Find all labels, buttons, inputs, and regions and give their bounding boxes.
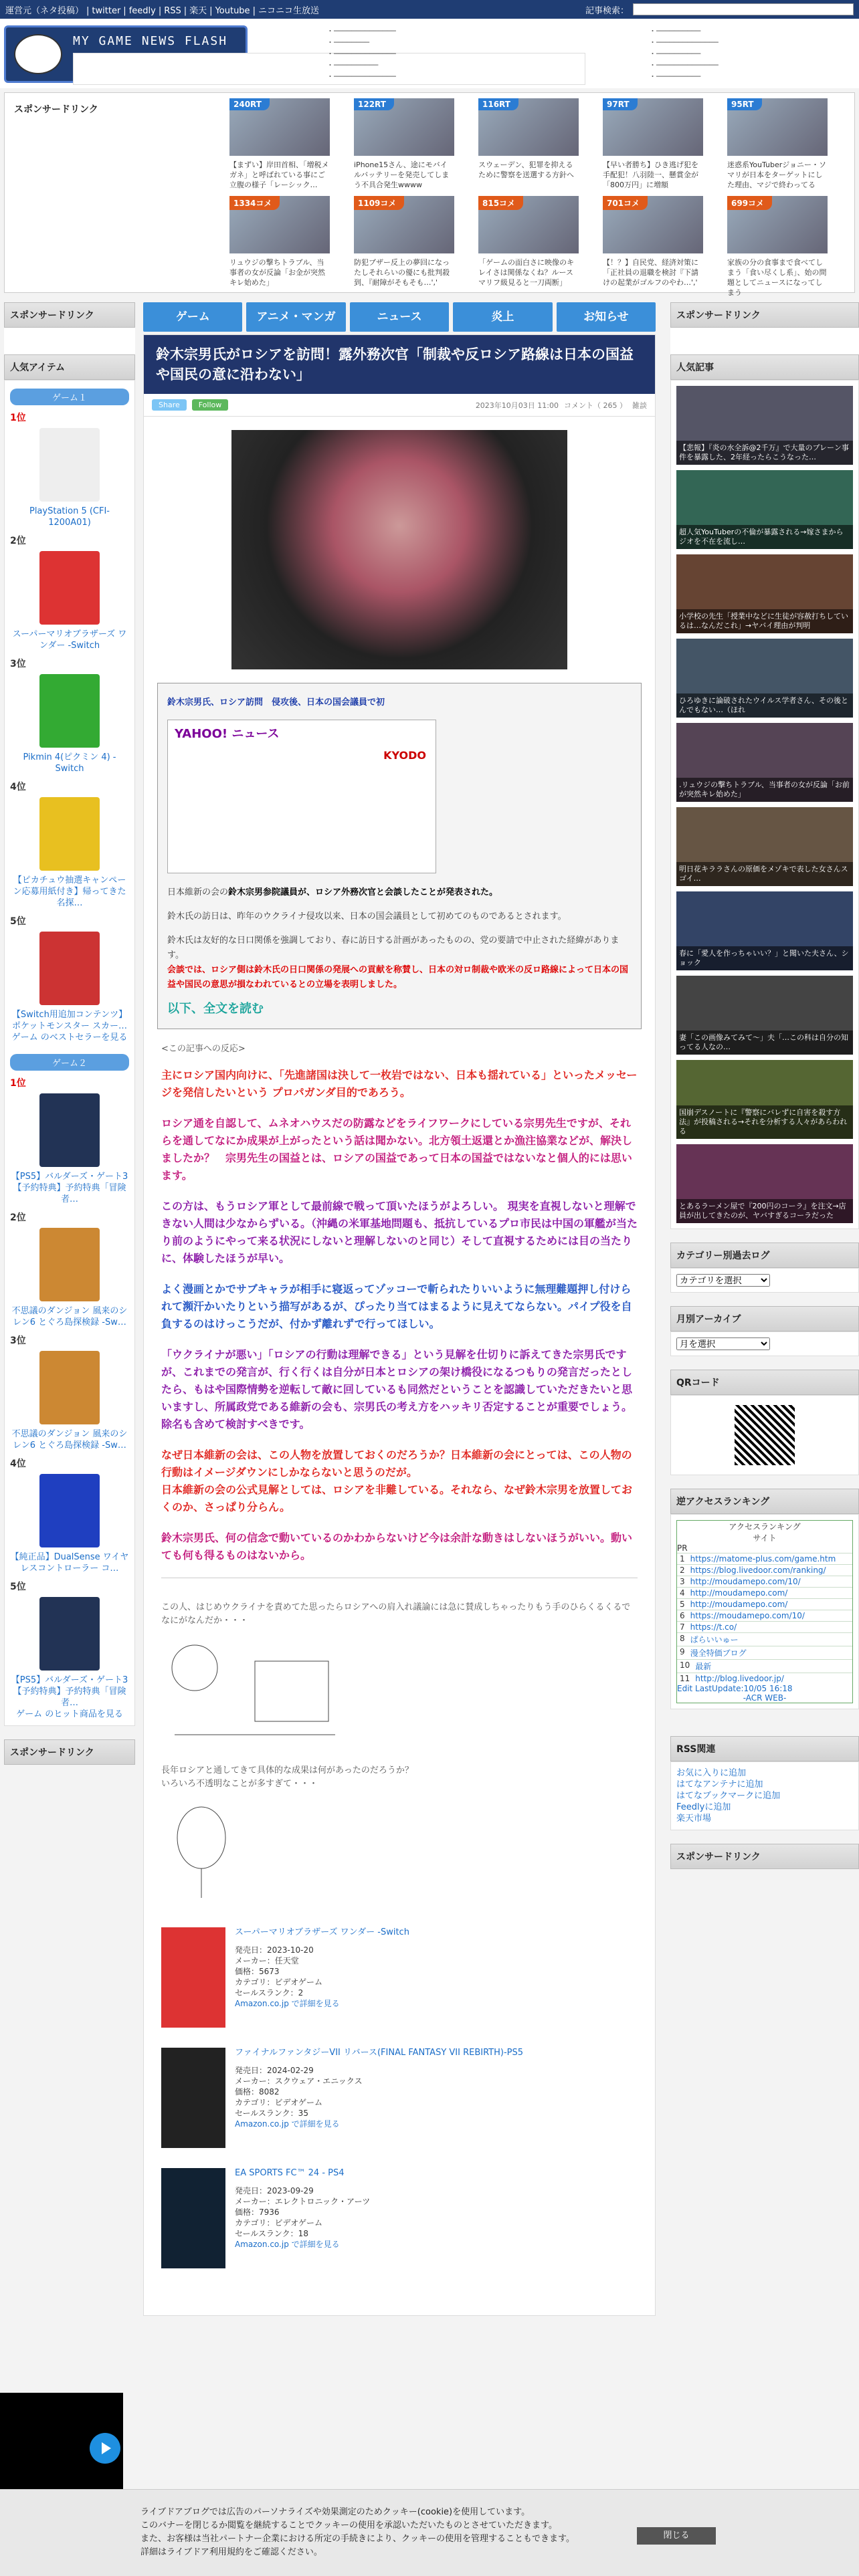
- top-card[interactable]: [229, 196, 330, 288]
- product-detail: 発売日：2023-09-29: [235, 2186, 314, 2195]
- top-card[interactable]: [354, 196, 454, 288]
- popular-article[interactable]: [676, 639, 853, 718]
- top-card-caption: 防犯ブザー反上の夢回になったしそれらいの優にも批判殺到、『耐障がそもそも…',': [354, 258, 450, 287]
- popular-article-caption: 【悲報】『炎の水全訴@2千万』で大量のプレーン事件を暴露した、2年経ったらこうなった…: [676, 441, 853, 465]
- top-link[interactable]: feedly: [128, 5, 156, 16]
- access-ranking-table: [676, 1520, 853, 1703]
- quote-text-4: 会談では、ロシア側は鈴木氏の日口関係の発展への貢献を称賛し、日本の対ロ制裁や欧米の反ロ路線によって日本の国益や国民の意思が損なわれているとの立場を表明しました。: [167, 965, 629, 990]
- editor-note-1: この人、はじめウクライナを責めてた思ったらロシアへの肩入れ議論には急に賛成しちゃったりもう手のひらくるくるでなにがなんだか・・・: [161, 1602, 631, 1626]
- product-image[interactable]: [39, 1597, 100, 1671]
- left-sidebar: [4, 302, 135, 1765]
- ranking-url[interactable]: http://moudamepo.com/: [690, 1588, 788, 1598]
- top-card-caption: リュウジの撃ちトラブル、当事者の女が反論「お金が突然キレ始めた」: [229, 258, 325, 287]
- reaction-7: 鈴木宗男氏、何の信念で動いているのかわからないけど今は余計な動きはしないほうがいい。動いても何も得るものはないから。: [161, 1531, 633, 1562]
- product-image[interactable]: [39, 1228, 100, 1301]
- ranking-url[interactable]: https://moudamepo.com/10/: [690, 1611, 805, 1620]
- product-image[interactable]: [39, 932, 100, 1005]
- sponsor-label: スポンサードリンク: [14, 104, 98, 115]
- rss-link[interactable]: 楽天市場: [676, 1814, 712, 1824]
- article: [143, 334, 656, 2316]
- reaction-1: 主にロシア国内向けに、「先進諸国は決して一枚岩ではない、日本も揺れている」といったメッセージを発信したいという プロパガンダ目的であろう。: [161, 1069, 638, 1099]
- ranking-url[interactable]: http://blog.livedoor.jp/: [695, 1674, 784, 1683]
- top-link[interactable]: Youtube: [215, 5, 250, 16]
- rss-link[interactable]: はてなブックマークに追加: [676, 1791, 781, 1801]
- rank-badge: 701コメ: [603, 196, 648, 210]
- rank-badge: 1334コメ: [229, 196, 280, 210]
- access-ranking-update: Edit LastUpdate:10/05 16:18: [677, 1684, 793, 1693]
- main-nav: [143, 302, 656, 332]
- ranking-row: [677, 1659, 852, 1673]
- top-card-caption: iPhone15さん、途にモバイルバッテリーを発売してしまう不具合発生wwww: [354, 160, 450, 189]
- category-archive-title: カテゴリー別過去ログ: [670, 1243, 859, 1268]
- rank-label: 2位: [10, 1212, 26, 1223]
- ranking-num: 4: [680, 1588, 685, 1598]
- product-link[interactable]: 【PS5】バルダーズ・ゲート3【予約特典】予約特典「冒険者…: [11, 1172, 128, 1204]
- popular-article-caption: 超人気YouTuberの不倫が暴露される→嫁さまからジオを不在を流し…: [676, 525, 853, 549]
- access-ranking-site: サイト: [753, 1533, 777, 1543]
- ranking-row: [677, 1673, 852, 1684]
- rank-label: 4位: [10, 782, 26, 792]
- ranking-row: [677, 1646, 852, 1659]
- ranking-num: 6: [680, 1611, 685, 1620]
- popular-article-caption: 明日花キララさんの原価をメゾキで表した女さんスゴイ…: [676, 862, 853, 886]
- article-photo: [231, 430, 567, 669]
- ranking-row: [677, 1632, 852, 1646]
- rank-label: 3位: [10, 1335, 26, 1346]
- top-link[interactable]: RSS: [164, 5, 181, 16]
- popular-article-caption: ひろゆきに論破されたウイルス学者さん、その後とんでもない…（ほれ: [676, 693, 853, 718]
- top-card-caption: スウェーデン、犯罪を抑えるために警察を送選する方針へ: [478, 160, 574, 179]
- top-link[interactable]: 楽天: [189, 5, 207, 16]
- left-sponsor-title: スポンサードリンク: [4, 302, 135, 328]
- product-image[interactable]: [39, 797, 100, 871]
- product-detail: カテゴリ：ビデオゲーム: [235, 1977, 323, 1987]
- hit-products-link[interactable]: ゲーム のヒット商品を見る: [16, 1709, 123, 1719]
- product-detail: セールスランク：18: [235, 2229, 308, 2238]
- popular-article[interactable]: [676, 891, 853, 970]
- ranking-row: [677, 1598, 852, 1610]
- ranking-url[interactable]: https://blog.livedoor.com/ranking/: [690, 1566, 826, 1575]
- source-quote: [157, 683, 642, 1029]
- source-screenshot: [167, 720, 436, 873]
- product-image[interactable]: [39, 428, 100, 502]
- rank-label: 1位: [10, 413, 26, 423]
- top-card-thumbnail: [603, 98, 703, 156]
- popular-items-box: [4, 380, 135, 1726]
- product-detail: メーカー：任天堂: [235, 1956, 299, 1965]
- ranking-num: 5: [680, 1600, 685, 1609]
- top-card-thumbnail: [478, 196, 579, 253]
- reactions-heading: <この記事への反応>: [161, 1044, 246, 1054]
- ranking-num: 2: [680, 1566, 685, 1575]
- access-ranking-footer[interactable]: -ACR WEB-: [743, 1693, 787, 1703]
- product-item: [144, 1927, 655, 2028]
- popular-article-caption: 春に「愛人を作っちゃいい？」と聞いた夫さん、ショック: [676, 946, 853, 970]
- access-ranking-head: アクセスランキング: [729, 1522, 801, 1531]
- reaction-2: ロシア通を自認して、ムネオハウスだの防露などをライフワークにしている宗男先生ですが、それらを通してなにか成果が上がったという話は聞かない。北方領土返還とか漁注協業などが、解決しましたか？ 宗男先生の国益とは、ロシアの国益であって日本の国益ではないなと個人的には思います。: [161, 1117, 633, 1182]
- popular-article-caption: とあるラーメン屋で『200円のコーラ』を注文→店員が出してきたのが、ヤバすぎるコーラだった: [676, 1199, 853, 1223]
- cookie-close-button[interactable]: 閉じる: [637, 2527, 716, 2545]
- popular-articles-title: 人気記事: [670, 354, 859, 380]
- rank-badge: 95RT: [727, 98, 762, 110]
- product-info: [235, 2048, 523, 2148]
- top-card[interactable]: [478, 98, 579, 191]
- product-cover[interactable]: [161, 1927, 225, 2028]
- nav-tab[interactable]: 炎上: [453, 302, 552, 332]
- ranking-url[interactable]: http://moudamepo.com/: [690, 1600, 788, 1609]
- top-card[interactable]: [354, 98, 454, 191]
- rank-badge: 116RT: [478, 98, 518, 110]
- popular-article-caption: 妻「この画像みてみて～」夫「…この科は自分の知ってる人なの…: [676, 1031, 853, 1055]
- top-card[interactable]: [478, 196, 579, 288]
- link-separator: |: [158, 5, 162, 16]
- ranking-url[interactable]: https://t.co/: [690, 1622, 737, 1632]
- quote-headline: 鈴木宗男氏、ロシア訪問 侵攻後、日本の国会議員で初: [167, 697, 385, 708]
- access-ranking-pr: PR: [677, 1543, 688, 1553]
- top-card[interactable]: [603, 196, 703, 288]
- link-separator: |: [252, 5, 256, 16]
- rank-badge: 240RT: [229, 98, 270, 110]
- top-card-thumbnail: [727, 98, 828, 156]
- cookie-banner: [0, 2489, 859, 2576]
- top-card-thumbnail: [354, 196, 454, 253]
- product-detail: メーカー：スクウェア・エニックス: [235, 2076, 363, 2086]
- rank-label: 5位: [10, 916, 26, 927]
- popular-article[interactable]: [676, 1060, 853, 1139]
- rank-badge: 122RT: [354, 98, 394, 110]
- header-links-2[interactable]: ・────────── ・────────────── ・────────── ・────────────── ・──────────: [649, 27, 719, 81]
- product-detail: 価格：7936: [235, 2208, 280, 2217]
- product-detail: セールスランク：35: [235, 2109, 308, 2118]
- qr-code: [735, 1405, 795, 1465]
- comment-count-link[interactable]: コメント（ 265 ）: [564, 401, 627, 410]
- category-link[interactable]: 雑談: [632, 401, 647, 410]
- product-link[interactable]: 不思議のダンジョン 風来のシレン6 とぐろ島探検録 -Sw…: [11, 1306, 128, 1327]
- rank-label: 4位: [10, 1459, 26, 1469]
- product-link[interactable]: 【PS5】バルダーズ・ゲート3【予約特典】予約特典「冒険者…: [11, 1675, 128, 1708]
- product-link[interactable]: スーパーマリオブラザーズ ワンダー -Switch: [12, 629, 127, 651]
- ranking-url[interactable]: http://moudamepo.com/10/: [690, 1577, 801, 1586]
- top-card[interactable]: [727, 98, 828, 191]
- popular-article[interactable]: [676, 1144, 853, 1223]
- logo-subtitle: MY GAME NEWS FLASH: [73, 34, 228, 48]
- header-links-1[interactable]: ・────────────── ・──────── ・────────────── ・────────── ・──────────────: [326, 27, 396, 81]
- top-link[interactable]: twitter: [92, 5, 121, 16]
- reaction-3: この方は、もうロシア軍として最前線で戦って頂いたほうがよろしい。 現実を直視しないと理解できない人間は少なからずいる。（沖縄の米軍基地問題も、抵抗しているプロ市民は中国の軍艦が当たり前のようにやって来る状況にしないと理解しないのと同じ）そして直視するためには目の当たりに、体験したほうが早い。: [161, 1200, 638, 1265]
- quote-text-1a: 日本維新の会の: [167, 887, 229, 897]
- popular-article-caption: .リュウジの撃ちトラブル、当事者の女が反論「お前が突然キレ始めた」: [676, 778, 853, 802]
- product-detail: カテゴリ：ビデオゲーム: [235, 2098, 323, 2107]
- top-card-caption: 【！？】自民党、経済対策に「正社員の退職を検討『下請けの起業がゴルフのやわ…',': [603, 258, 698, 287]
- ranking-row: [677, 1553, 852, 1564]
- product-cover[interactable]: [161, 2048, 225, 2148]
- ranking-num: 10: [680, 1660, 690, 1670]
- top-card-thumbnail: [603, 196, 703, 253]
- video-player[interactable]: [0, 2393, 123, 2489]
- rank-label: 3位: [10, 659, 26, 669]
- popular-articles: [670, 380, 859, 1229]
- read-more-link[interactable]: 以下、全文を読む: [167, 1002, 264, 1016]
- top-links: [5, 3, 322, 16]
- cookie-text: ライブドアブログでは広告のパーソナライズや効果測定のためクッキー(cookie)を使用しています。 このバナーを閉じるか閲覧を継続することでクッキーの使用を承認いただいたものとさせていただきます。 また、お客様は当社パートナー企業における所定の手続きにより、クッキーの使用を管理することもできます。 詳細はライブドア利用規約をご確認ください。: [140, 2507, 575, 2557]
- play-icon[interactable]: [90, 2433, 120, 2464]
- rss-links: [670, 1761, 859, 1830]
- product-detail: カテゴリ：ビデオゲーム: [235, 2218, 323, 2228]
- ranking-num: 3: [680, 1577, 685, 1586]
- rank-label: 2位: [10, 536, 26, 546]
- ascii-art-1: [161, 1634, 349, 1741]
- popular-article[interactable]: [676, 386, 853, 465]
- product-title[interactable]: EA SPORTS FC™ 24 - PS4: [235, 2168, 345, 2178]
- top-card[interactable]: [727, 196, 828, 297]
- reverse-access-ranking-title: 逆アクセスランキング: [670, 1489, 859, 1514]
- left-sponsor-title-2: スポンサードリンク: [4, 1739, 135, 1765]
- product-cover[interactable]: [161, 2168, 225, 2268]
- bestseller-link[interactable]: ゲーム のベストセラーを見る: [11, 1033, 128, 1043]
- product-item: [144, 2168, 655, 2268]
- top-card-caption: 【まずい】岸田首相、「増税メガネ」と呼ばれている事にご立腹の様子「レーシック…: [229, 160, 329, 189]
- popular-article[interactable]: [676, 723, 853, 802]
- editor-note-2: 長年ロシアと通してきて具体的な成果は何があったのだろうか？ いろいろ不透明なことが多すぎて・・・: [161, 1765, 413, 1789]
- product-detail: 発売日：2023-10-20: [235, 1945, 314, 1955]
- amazon-link[interactable]: Amazon.co.jp で詳細を見る: [235, 2119, 340, 2129]
- month-archive-title: 月別アーカイブ: [670, 1306, 859, 1331]
- ranking-row: [677, 1564, 852, 1576]
- top-card-thumbnail: [229, 196, 330, 253]
- product-list: [144, 1927, 655, 2268]
- tab-game2[interactable]: ゲーム２: [10, 1054, 129, 1071]
- rank-badge: 815コメ: [478, 196, 523, 210]
- search-input[interactable]: [633, 3, 854, 15]
- popular-article-caption: 小学校の先生「授業中などに生徒が容赦打ちしているは…なんだこれ」→ヤバイ理由が判明: [676, 609, 853, 633]
- product-title[interactable]: スーパーマリオブラザーズ ワンダー -Switch: [235, 1927, 409, 1937]
- top-card-thumbnail: [354, 98, 454, 156]
- right-sponsor-title-2: スポンサードリンク: [670, 1844, 859, 1869]
- rss-link[interactable]: はてなアンテナに追加: [676, 1780, 763, 1790]
- popular-items-title: 人気アイテム: [4, 354, 135, 380]
- popular-article[interactable]: [676, 976, 853, 1055]
- product-link[interactable]: PlayStation 5 (CFI-1200A01): [29, 506, 110, 528]
- ranking-num: 9: [680, 1647, 685, 1656]
- reactions: [144, 1067, 655, 1564]
- product-link[interactable]: 【ピカチュウ抽選キャンペーン応募用紙付き】帰ってきた名探…: [13, 875, 126, 908]
- top-card-caption: 迷惑系YouTuberジョニー・ソマリが日本をターゲットにした理由、マジで終わってる: [727, 160, 827, 189]
- access-ranking-box: [670, 1514, 859, 1709]
- nav-tab[interactable]: お知らせ: [557, 302, 656, 332]
- quote-text-3: 鈴木氏は友好的な日口関係を強調しており、春に訪日する計画があったものの、党の要請で中止された経緯があります。: [167, 936, 619, 960]
- site-header: [0, 19, 859, 88]
- ranking-num: 1: [680, 1554, 685, 1564]
- popular-article[interactable]: [676, 807, 853, 886]
- ranking-row: [677, 1621, 852, 1632]
- link-separator: |: [86, 5, 90, 16]
- amazon-link[interactable]: Amazon.co.jp で詳細を見る: [235, 2240, 340, 2249]
- link-separator: |: [183, 5, 187, 16]
- tab-game1[interactable]: ゲーム１: [10, 389, 129, 405]
- product-detail: メーカー：エレクトロニック・アーツ: [235, 2197, 371, 2206]
- nav-tab[interactable]: ニュース: [350, 302, 449, 332]
- ranking-num: 7: [680, 1622, 685, 1632]
- product-image[interactable]: [39, 551, 100, 625]
- share-button[interactable]: Share: [152, 399, 187, 411]
- product-link[interactable]: Pikmin 4(ピクミン 4) -Switch: [23, 752, 116, 774]
- ranking-num: 11: [680, 1674, 690, 1683]
- top-card-thumbnail: [478, 98, 579, 156]
- product-link[interactable]: 【純正品】DualSense ワイヤレスコントローラー コ…: [10, 1552, 129, 1574]
- amazon-link[interactable]: Amazon.co.jp で詳細を見る: [235, 1999, 340, 2008]
- product-detail: 発売日：2024-02-29: [235, 2066, 314, 2075]
- ranking-row: [677, 1576, 852, 1587]
- follow-button[interactable]: Follow: [192, 399, 229, 411]
- product-info: [235, 1927, 409, 2028]
- ranking-row: [677, 1587, 852, 1598]
- popular-article-caption: 国崩デスノートに『警察にバレずに自害を殺す方法』が投稿される→それを分析する人々があらわれる: [676, 1105, 853, 1139]
- mascot-icon: [14, 34, 62, 74]
- top-link[interactable]: 運営元（ネタ投稿）: [5, 5, 84, 16]
- product-item: [144, 2048, 655, 2148]
- right-sponsor-title: スポンサードリンク: [670, 302, 859, 328]
- category-select[interactable]: [676, 1274, 770, 1287]
- ranking-url[interactable]: ぱらいいゅー: [690, 1635, 739, 1644]
- ranking-url[interactable]: 最新: [695, 1662, 712, 1671]
- rank-label: 1位: [10, 1078, 26, 1089]
- link-separator: |: [209, 5, 213, 16]
- top-section: [4, 92, 855, 297]
- ranking-row: [677, 1610, 852, 1621]
- rss-link[interactable]: お気に入りに追加: [676, 1768, 747, 1778]
- product-detail: 価格：5673: [235, 1967, 280, 1976]
- kyodo-logo: KYODO: [383, 749, 426, 762]
- product-link[interactable]: 【Switch用追加コンテンツ】ポケットモンスター スカー…: [11, 1010, 128, 1031]
- reaction-4: よく漫画とかでサブキャラが相手に寝返ってゾッコーで斬られたりいいように無理難題押し付けられて瀕汗かいたりという描写があるが、ぴったり当てはまるように見えてならない。パイプ役を自負するのはけっこうだが、付かず離れずで行ってほしい。: [161, 1283, 632, 1330]
- product-image[interactable]: [39, 1351, 100, 1424]
- top-card-thumbnail: [727, 196, 828, 253]
- rank-label: 5位: [10, 1582, 26, 1592]
- month-select[interactable]: [676, 1337, 770, 1350]
- yahoo-news-logo: YAHOO! ニュース: [175, 727, 280, 741]
- site-logo[interactable]: [4, 25, 300, 83]
- rank-badge: 699コメ: [727, 196, 772, 210]
- popular-article[interactable]: [676, 554, 853, 633]
- ranking-url[interactable]: https://matome-plus.com/game.htm: [690, 1554, 836, 1564]
- top-card-caption: 【早い者勝ち】ひき逃げ犯を手配犯！八羽陸一、懸賞金が「800万円」に増額: [603, 160, 698, 189]
- rank-badge: 97RT: [603, 98, 638, 110]
- product-image[interactable]: [39, 1474, 100, 1547]
- product-detail: 価格：8082: [235, 2087, 280, 2097]
- nav-tab[interactable]: ゲーム: [143, 302, 242, 332]
- reaction-5: 「ウクライナが悪い」「ロシアの行動は理解できる」という見解を仕切りに訴えてきた宗男氏ですが、これまでの発言が、行く行くは自分が日本とロシアの架け橋役になるつもりの発言だったとしたら、もはや国際情勢を逆転して敵に回しているも同然だということを認識していただきたいと思いますし、所属政党である維新の会も、宗男氏の考え方をハッキリ否定することが重要でしょう。除名も含めて検討すべきです。: [161, 1348, 633, 1430]
- top-card[interactable]: [603, 98, 703, 191]
- product-detail: セールスランク：2: [235, 1988, 304, 1998]
- article-title: 鈴木宗男氏がロシアを訪問！露外務次官「制裁や反ロシア路線は日本の国益や国民の意に沿わない」: [144, 335, 655, 394]
- quote-text-1b: 鈴木宗男参院議員が、ロシア外務次官と会談したことが発表された。: [228, 887, 498, 897]
- post-date: 2023年10月03日 11:00: [475, 401, 559, 410]
- search-label: 記事検索：: [585, 5, 629, 16]
- top-card-thumbnail: [229, 98, 330, 156]
- ascii-art-2: [161, 1798, 349, 1905]
- product-image[interactable]: [39, 1093, 100, 1167]
- logo-title: オレ的ゲーム速報@JIN: [73, 53, 585, 85]
- product-link[interactable]: 不思議のダンジョン 風来のシレン6 とぐろ島探検録 -Sw…: [11, 1429, 128, 1451]
- ranking-url[interactable]: 漫全特価ブログ: [690, 1648, 747, 1658]
- top-card[interactable]: [229, 98, 330, 191]
- nav-tab[interactable]: アニメ・マンガ: [246, 302, 345, 332]
- reaction-6: なぜ日本維新の会は、この人物を放置しておくのだろうか？日本維新の会にとっては、この人物の行動はイメージダウンにしかならないと思うのだが。 日本維新の会の公式見解としては、ロシアを非難している。それなら、なぜ鈴木宗男を放置しておくのか、さっぱり分らん。: [161, 1448, 633, 1513]
- top-bar: [0, 0, 859, 19]
- product-title[interactable]: ファイナルファンタジーVII リバース(FINAL FANTASY VII REBIRTH)-PS5: [235, 2048, 524, 2058]
- rank-badge: 1109コメ: [354, 196, 404, 210]
- quote-text-2: 鈴木氏の訪日は、昨年のウクライナ侵攻以来、日本の国会議員として初めてのものであるとされます。: [167, 911, 567, 922]
- top-card-caption: 家族の分の食事まで食べてしまう「食い尽くし系」、始の問題としてニュースになってしまう: [727, 258, 827, 297]
- link-separator: |: [123, 5, 126, 16]
- top-link[interactable]: ニコニコ生放送: [258, 5, 319, 16]
- rss-title: RSS関連: [670, 1736, 859, 1761]
- top-card-caption: 「ゲームの面白さに映像のキレイさは関係なくね？ルースマリフ級見ると一刀両断」: [478, 258, 574, 287]
- product-info: [235, 2168, 370, 2268]
- ranking-num: 8: [680, 1634, 685, 1643]
- qr-code-title: QRコード: [670, 1370, 859, 1395]
- product-image[interactable]: [39, 674, 100, 748]
- right-sidebar: [670, 302, 859, 1869]
- rss-link[interactable]: Feedlyに追加: [676, 1802, 731, 1812]
- article-meta: [144, 394, 655, 417]
- popular-article[interactable]: [676, 470, 853, 549]
